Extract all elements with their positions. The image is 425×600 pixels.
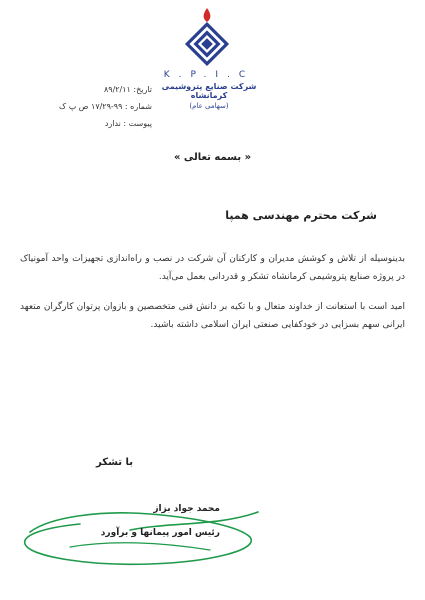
letter-attachment: پیوست : ندارد [104, 119, 152, 128]
basmala: « بسمه تعالی » [173, 152, 252, 163]
recipient: شرکت محترم مهندسی همپا [225, 209, 377, 222]
flame-icon [204, 8, 211, 22]
body-paragraph: امید است با استعانت از خداوند متعال و با تکیه بر دانش فنی متخصصین و بازوان پرتوان کارگران متعهد ایرانی سهم بسزایی در خودکفایی صنعتی ایران اسلامی داشته باشید. [20, 302, 405, 330]
signer-title: رئیس امور پیمانها و برآورد [100, 528, 220, 538]
letter-meta [52, 81, 152, 132]
company-name: شرکت صنایع پتروشیمی کرمانشاه [161, 82, 257, 100]
signer-name: محمد جواد بزاز [153, 504, 220, 514]
body-paragraph: بدینوسیله از تلاش و کوشش مدیران و کارکنان آن شرکت در نصب و راه‌اندازی تجهیزات واحد آمونیاک در پروژه صنایع پتروشیمی کرمانشاه تشکر و قدردانی بعمل می‌آید. [20, 254, 405, 282]
brand-latin: K.P.I.C [163, 70, 255, 80]
brand-block [150, 70, 268, 110]
letter-body [20, 250, 405, 346]
kpic-logo [176, 6, 238, 68]
letter-date: تاریخ: ۸۹/۲/۱۱ [103, 85, 152, 94]
company-type: (سهامی عام) [189, 102, 229, 110]
letter-number: شماره : ۹۹-۱۷/۲۹ ص پ ک [59, 102, 152, 111]
closing: با تشکر [96, 457, 133, 468]
